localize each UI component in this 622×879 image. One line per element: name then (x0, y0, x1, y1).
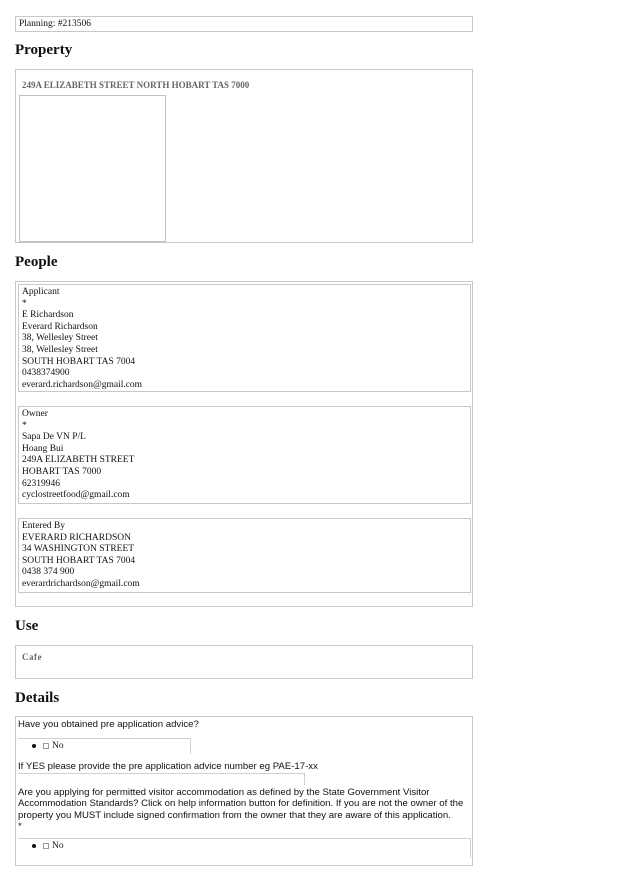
applicant-line: E Richardson (22, 310, 74, 321)
details-heading: Details (15, 690, 60, 706)
applicant-required-mark: * (22, 298, 27, 309)
owner-card (18, 406, 471, 504)
use-heading: Use (15, 618, 39, 634)
use-value: Cafe (22, 652, 42, 662)
owner-line: 62319946 (22, 478, 60, 489)
planning-number-box (15, 16, 473, 32)
owner-line: HOBART TAS 7000 (22, 466, 102, 477)
owner-required-mark: * (22, 420, 27, 431)
entered-by-line: EVERARD RICHARDSON (22, 532, 131, 543)
people-heading: People (15, 254, 58, 270)
applicant-card (18, 284, 471, 392)
owner-line: Sapa De VN P/L (22, 432, 86, 443)
applicant-role: Applicant (22, 287, 60, 297)
planning-number: Planning: #213506 (19, 19, 92, 29)
visitor-accommodation-question-line: Are you applying for permitted visitor accommodation as defined by the State Government Visitor (18, 787, 430, 798)
entered-by-email: everardrichardson@gmail.com (22, 578, 140, 589)
property-heading: Property (15, 42, 73, 58)
applicant-line: Everard Richardson (22, 321, 98, 332)
applicant-line: SOUTH HOBART TAS 7004 (22, 356, 136, 367)
pre-application-number-question: If YES please provide the pre application advice number eg PAE-17-xx (18, 761, 318, 772)
property-map-frame (19, 95, 166, 242)
entered-by-line: 0438 374 900 (22, 567, 75, 578)
owner-email: cyclostreetfood@gmail.com (22, 490, 130, 501)
radio-icon[interactable] (43, 843, 49, 849)
applicant-line: 38, Wellesley Street (22, 333, 98, 344)
visitor-accommodation-question-line: property you MUST include signed confirmation from the owner that they are aware of this application. (18, 809, 451, 821)
owner-role: Owner (22, 409, 48, 419)
applicant-email: everard.richardson@gmail.com (22, 379, 143, 390)
pre-application-option-label: No (52, 741, 64, 751)
list-bullet-icon (32, 844, 36, 848)
entered-by-card (18, 518, 471, 593)
pre-application-answer-box (18, 738, 191, 754)
property-address: 249A ELIZABETH STREET NORTH HOBART TAS 7000 (22, 80, 250, 90)
radio-icon[interactable] (43, 743, 49, 749)
applicant-line: 38, Wellesley Street (22, 344, 98, 355)
entered-by-line: 34 WASHINGTON STREET (22, 544, 135, 555)
owner-line: 249A ELIZABETH STREET (22, 455, 135, 466)
visitor-accommodation-required-mark: * (18, 821, 22, 833)
visitor-accommodation-option-no[interactable] (32, 841, 64, 851)
use-box (15, 645, 473, 679)
entered-by-line: SOUTH HOBART TAS 7004 (22, 555, 136, 566)
pre-application-option-no[interactable] (32, 741, 64, 751)
pre-application-number-input[interactable] (18, 773, 305, 785)
pre-application-question: Have you obtained pre application advice? (18, 719, 199, 730)
visitor-accommodation-answer-box (18, 838, 471, 858)
visitor-accommodation-question (18, 787, 468, 833)
property-box (15, 69, 473, 243)
list-bullet-icon (32, 744, 36, 748)
entered-by-role: Entered By (22, 521, 66, 531)
visitor-accommodation-option-label: No (52, 841, 64, 851)
owner-line: Hoang Bui (22, 443, 64, 454)
visitor-accommodation-question-line: Accommodation Standards? Click on help information button for definition. If you are not the owner of the (18, 798, 464, 810)
applicant-line: 0438374900 (22, 368, 70, 379)
